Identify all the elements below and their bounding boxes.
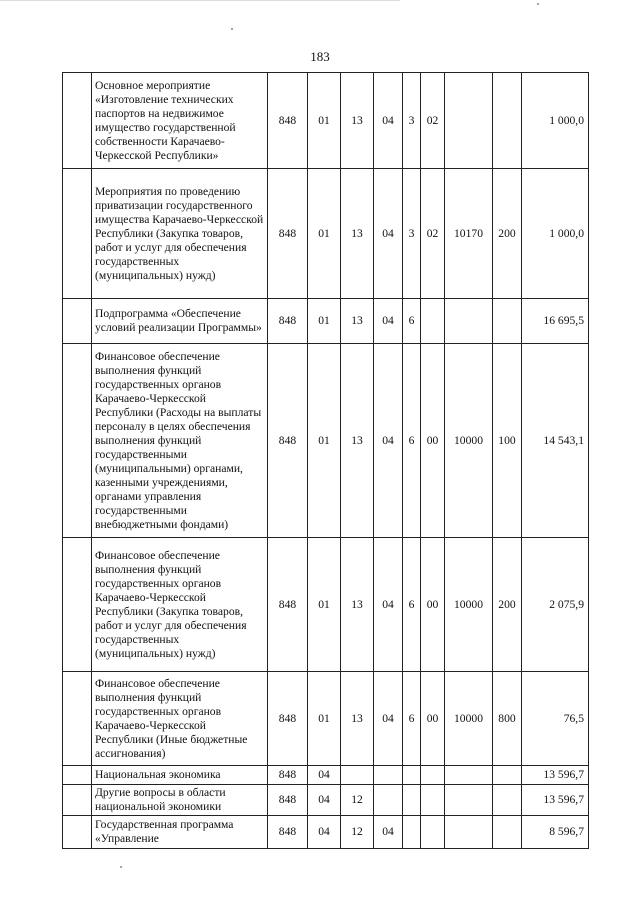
program-code xyxy=(374,785,403,816)
table-row xyxy=(63,299,589,344)
program-code: 04 xyxy=(374,672,403,766)
section-code: 01 xyxy=(308,538,341,672)
ministry-code: 848 xyxy=(268,299,308,344)
table-row xyxy=(63,672,589,766)
section-code: 01 xyxy=(308,169,341,299)
scan-speck xyxy=(537,3,539,5)
subprogram-code xyxy=(403,766,421,785)
table-row xyxy=(63,766,589,785)
subsection-code: 13 xyxy=(341,538,374,672)
section-code: 04 xyxy=(308,766,341,785)
subsection-code: 13 xyxy=(341,73,374,169)
expense-type xyxy=(493,299,522,344)
expense-code: 10000 xyxy=(445,538,493,672)
amount: 1 000,0 xyxy=(522,73,589,169)
program-code: 04 xyxy=(374,299,403,344)
subprogram-code: 6 xyxy=(403,299,421,344)
direction-code: 00 xyxy=(421,538,445,672)
row-name: Другие вопросы в области национальной экономики xyxy=(92,785,268,816)
expense-code xyxy=(445,785,493,816)
program-code: 04 xyxy=(374,344,403,538)
program-code: 04 xyxy=(374,538,403,672)
amount: 76,5 xyxy=(522,672,589,766)
subprogram-code: 3 xyxy=(403,169,421,299)
direction-code xyxy=(421,785,445,816)
blank-cell xyxy=(63,538,92,672)
ministry-code: 848 xyxy=(268,344,308,538)
subsection-code xyxy=(341,766,374,785)
ministry-code: 848 xyxy=(268,73,308,169)
row-name: Финансовое обеспечение выполнения функций государственных органов Карачаево-Черкесской Республики (Закупка товаров, работ и услуг для обеспечения государственных (муниципальных) нужд) xyxy=(92,538,268,672)
direction-code xyxy=(421,766,445,785)
amount: 13 596,7 xyxy=(522,766,589,785)
amount: 8 596,7 xyxy=(522,816,589,849)
scan-speck xyxy=(120,866,122,868)
expense-code xyxy=(445,766,493,785)
subprogram-code: 6 xyxy=(403,538,421,672)
amount: 13 596,7 xyxy=(522,785,589,816)
ministry-code: 848 xyxy=(268,672,308,766)
scan-speck xyxy=(231,28,233,30)
direction-code xyxy=(421,299,445,344)
row-name: Национальная экономика xyxy=(92,766,268,785)
blank-cell xyxy=(63,816,92,849)
direction-code: 02 xyxy=(421,73,445,169)
expense-code: 10170 xyxy=(445,169,493,299)
direction-code: 00 xyxy=(421,344,445,538)
direction-code xyxy=(421,816,445,849)
amount: 1 000,0 xyxy=(522,169,589,299)
subprogram-code: 6 xyxy=(403,672,421,766)
expense-type xyxy=(493,816,522,849)
blank-cell xyxy=(63,766,92,785)
subsection-code: 13 xyxy=(341,344,374,538)
expense-type: 200 xyxy=(493,169,522,299)
program-code xyxy=(374,766,403,785)
section-code: 04 xyxy=(308,785,341,816)
section-code: 01 xyxy=(308,73,341,169)
expense-code: 10000 xyxy=(445,672,493,766)
table-row xyxy=(63,785,589,816)
expense-type xyxy=(493,785,522,816)
subsection-code: 13 xyxy=(341,169,374,299)
table-row xyxy=(63,538,589,672)
section-code: 01 xyxy=(308,672,341,766)
blank-cell xyxy=(63,785,92,816)
expense-type: 800 xyxy=(493,672,522,766)
expense-code xyxy=(445,816,493,849)
ministry-code: 848 xyxy=(268,766,308,785)
table-row xyxy=(63,344,589,538)
expense-code xyxy=(445,73,493,169)
subprogram-code xyxy=(403,785,421,816)
amount: 14 543,1 xyxy=(522,344,589,538)
scan-edge-line xyxy=(0,0,400,1)
row-name: Мероприятия по проведению приватизации государственного имущества Карачаево-Черкесской Республики (Закупка товаров, работ и услуг для обеспечения государственных (муниципальных) нужд) xyxy=(92,169,268,299)
ministry-code: 848 xyxy=(268,169,308,299)
table-row xyxy=(63,73,589,169)
row-name: Финансовое обеспечение выполнения функций государственных органов Карачаево-Черкесской Республики (Расходы на выплаты персоналу в целях обеспечения выполнения функций государственными (муниципальными) органами, казенными учреждениями, органами управления государственными внебюджетными фондами) xyxy=(92,344,268,538)
direction-code: 02 xyxy=(421,169,445,299)
section-code: 01 xyxy=(308,299,341,344)
expense-type xyxy=(493,73,522,169)
program-code: 04 xyxy=(374,169,403,299)
blank-cell xyxy=(63,344,92,538)
ministry-code: 848 xyxy=(268,785,308,816)
expense-code xyxy=(445,299,493,344)
subsection-code: 13 xyxy=(341,672,374,766)
amount: 16 695,5 xyxy=(522,299,589,344)
section-code: 04 xyxy=(308,816,341,849)
program-code: 04 xyxy=(374,816,403,849)
table-row xyxy=(63,816,589,849)
subsection-code: 12 xyxy=(341,785,374,816)
page-number: 183 xyxy=(310,49,330,64)
row-name: Подпрограмма «Обеспечение условий реализации Программы» xyxy=(92,299,268,344)
subprogram-code: 3 xyxy=(403,73,421,169)
blank-cell xyxy=(63,169,92,299)
subsection-code: 13 xyxy=(341,299,374,344)
direction-code: 00 xyxy=(421,672,445,766)
row-name: Основное мероприятие «Изготовление технических паспортов на недвижимое имущество государственной собственности Карачаево-Черкесской Республики» xyxy=(92,73,268,169)
program-code: 04 xyxy=(374,73,403,169)
expense-type: 100 xyxy=(493,344,522,538)
ministry-code: 848 xyxy=(268,816,308,849)
blank-cell xyxy=(63,672,92,766)
blank-cell xyxy=(63,299,92,344)
expense-type xyxy=(493,766,522,785)
row-name: Финансовое обеспечение выполнения функций государственных органов Карачаево-Черкесской Республики (Иные бюджетные ассигнования) xyxy=(92,672,268,766)
amount: 2 075,9 xyxy=(522,538,589,672)
subprogram-code: 6 xyxy=(403,344,421,538)
blank-cell xyxy=(63,73,92,169)
ministry-code: 848 xyxy=(268,538,308,672)
budget-table xyxy=(62,72,589,849)
subprogram-code xyxy=(403,816,421,849)
expense-type: 200 xyxy=(493,538,522,672)
section-code: 01 xyxy=(308,344,341,538)
subsection-code: 12 xyxy=(341,816,374,849)
table-row xyxy=(63,169,589,299)
expense-code: 10000 xyxy=(445,344,493,538)
row-name: Государственная программа «Управление xyxy=(92,816,268,849)
